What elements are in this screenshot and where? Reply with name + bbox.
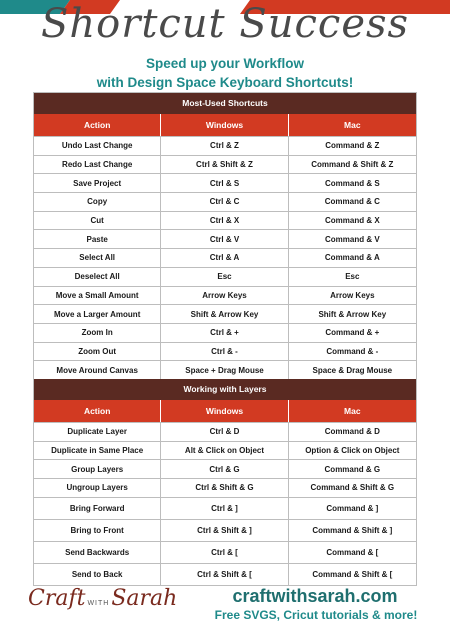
cell-action: Duplicate Layer: [34, 423, 161, 441]
cell-action: Paste: [34, 230, 161, 248]
cell-windows: Ctrl & Shift & [: [161, 564, 288, 585]
section-header-layers: Working with Layers: [34, 379, 416, 400]
table-row: [34, 267, 416, 286]
table-row: [34, 497, 416, 519]
col-header-mac: Mac: [344, 120, 361, 130]
table-row: [34, 173, 416, 192]
cell-action: Zoom Out: [34, 343, 161, 361]
table-row: [34, 155, 416, 174]
cell-windows: Ctrl & V: [161, 230, 288, 248]
cell-mac: Command & Z: [325, 141, 380, 151]
table-row: [34, 248, 416, 267]
cell-action: Duplicate in Same Place: [34, 442, 161, 460]
col-header-windows: Windows: [161, 400, 288, 422]
cell-action: Copy: [34, 193, 161, 211]
col-header-action: Action: [34, 400, 161, 422]
cell-action: Group Layers: [34, 460, 161, 478]
cell-mac: Esc: [345, 272, 360, 282]
logo-sarah: Sarah: [111, 586, 178, 611]
cell-windows: Space + Drag Mouse: [161, 361, 288, 379]
table-row: [34, 360, 416, 379]
subtitle-line-2: with Design Space Keyboard Shortcuts!: [96, 75, 354, 90]
cell-windows: Ctrl & Shift & G: [161, 479, 288, 497]
cell-mac: Command & X: [324, 216, 380, 226]
col-header-action: Action: [34, 114, 161, 136]
table-row: [34, 192, 416, 211]
cell-mac: Shift & Arrow Key: [318, 309, 387, 319]
cell-windows: Alt & Click on Object: [161, 442, 288, 460]
col-header-windows: Windows: [161, 114, 288, 136]
table-row: [34, 478, 416, 497]
section-header-most-used: Most-Used Shortcuts: [34, 93, 416, 114]
logo-craft: Craft: [28, 586, 86, 611]
table-row: [34, 541, 416, 563]
cell-mac: Command & -: [326, 346, 379, 356]
cell-action: Move Around Canvas: [34, 361, 161, 379]
cell-windows: Shift & Arrow Key: [161, 305, 288, 323]
cell-action: Send Backwards: [34, 542, 161, 563]
table-row: [34, 229, 416, 248]
cell-windows: Ctrl & D: [161, 423, 288, 441]
cell-windows: Ctrl & [: [161, 542, 288, 563]
table-row: [34, 441, 416, 460]
cell-mac: Space & Drag Mouse: [312, 365, 393, 375]
section-rows-layers: [34, 422, 416, 586]
cell-action: Move a Small Amount: [34, 287, 161, 305]
table-row: [34, 459, 416, 478]
cell-windows: Ctrl & G: [161, 460, 288, 478]
cell-windows: Ctrl & X: [161, 212, 288, 230]
cell-action: Ungroup Layers: [34, 479, 161, 497]
cell-action: Bring Forward: [34, 498, 161, 519]
cell-mac: Command & S: [324, 178, 380, 188]
cell-windows: Ctrl & S: [161, 174, 288, 192]
cell-action: Redo Last Change: [34, 156, 161, 174]
col-header-mac: Mac: [344, 405, 361, 416]
cell-mac: Command & V: [324, 234, 380, 244]
cell-mac: Command & A: [324, 253, 380, 263]
cell-windows: Ctrl & Shift & ]: [161, 520, 288, 541]
cell-windows: Ctrl & Z: [161, 137, 288, 155]
cell-mac: Command & Shift & Z: [311, 160, 394, 170]
cell-windows: Ctrl & ]: [161, 498, 288, 519]
cell-action: Send to Back: [34, 564, 161, 585]
cell-action: Deselect All: [34, 268, 161, 286]
cell-windows: Ctrl & -: [161, 343, 288, 361]
cell-mac: Option & Click on Object: [305, 445, 400, 455]
cell-windows: Ctrl & Shift & Z: [161, 156, 288, 174]
cell-mac: Command & Shift & ]: [312, 525, 393, 535]
cell-mac: Command & ]: [326, 503, 379, 513]
cell-windows: Esc: [161, 268, 288, 286]
table-row: [34, 519, 416, 541]
footer-tagline: Free SVGS, Cricut tutorials & more!: [214, 608, 418, 622]
column-headers: [34, 400, 416, 422]
table-row: [34, 211, 416, 230]
cell-mac: Command & Shift & [: [312, 570, 393, 580]
table-row: [34, 136, 416, 155]
page-subtitle: [0, 54, 450, 92]
section-rows-most-used: [34, 136, 416, 379]
website-link[interactable]: craftwithsarah.com: [232, 586, 398, 606]
cell-mac: Command & G: [324, 464, 381, 474]
cell-windows: Ctrl & +: [161, 324, 288, 342]
cell-action: Cut: [34, 212, 161, 230]
cell-windows: Arrow Keys: [161, 287, 288, 305]
cell-action: Save Project: [34, 174, 161, 192]
cell-action: Bring to Front: [34, 520, 161, 541]
cell-windows: Ctrl & A: [161, 249, 288, 267]
cell-action: Select All: [34, 249, 161, 267]
cell-mac: Command & Shift & G: [310, 483, 395, 493]
table-row: [34, 342, 416, 361]
subtitle-line-1: Speed up your Workflow: [145, 56, 304, 71]
logo-with: WITH: [87, 600, 110, 607]
table-row: [34, 304, 416, 323]
cell-mac: Command & +: [325, 328, 380, 338]
cell-action: Zoom In: [34, 324, 161, 342]
cell-windows: Ctrl & C: [161, 193, 288, 211]
cell-mac: Command & C: [324, 197, 380, 207]
craft-with-sarah-logo: [28, 586, 177, 611]
cell-action: Undo Last Change: [34, 137, 161, 155]
table-row: [34, 422, 416, 441]
cell-mac: Command & D: [324, 427, 380, 437]
table-row: [34, 563, 416, 585]
column-headers: [34, 114, 416, 136]
shortcuts-table: [33, 92, 417, 586]
cell-mac: Command & [: [326, 548, 379, 558]
table-row: [34, 286, 416, 305]
cell-mac: Arrow Keys: [330, 290, 375, 300]
page-title: Shortcut Success: [40, 1, 410, 47]
table-row: [34, 323, 416, 342]
cell-action: Move a Larger Amount: [34, 305, 161, 323]
